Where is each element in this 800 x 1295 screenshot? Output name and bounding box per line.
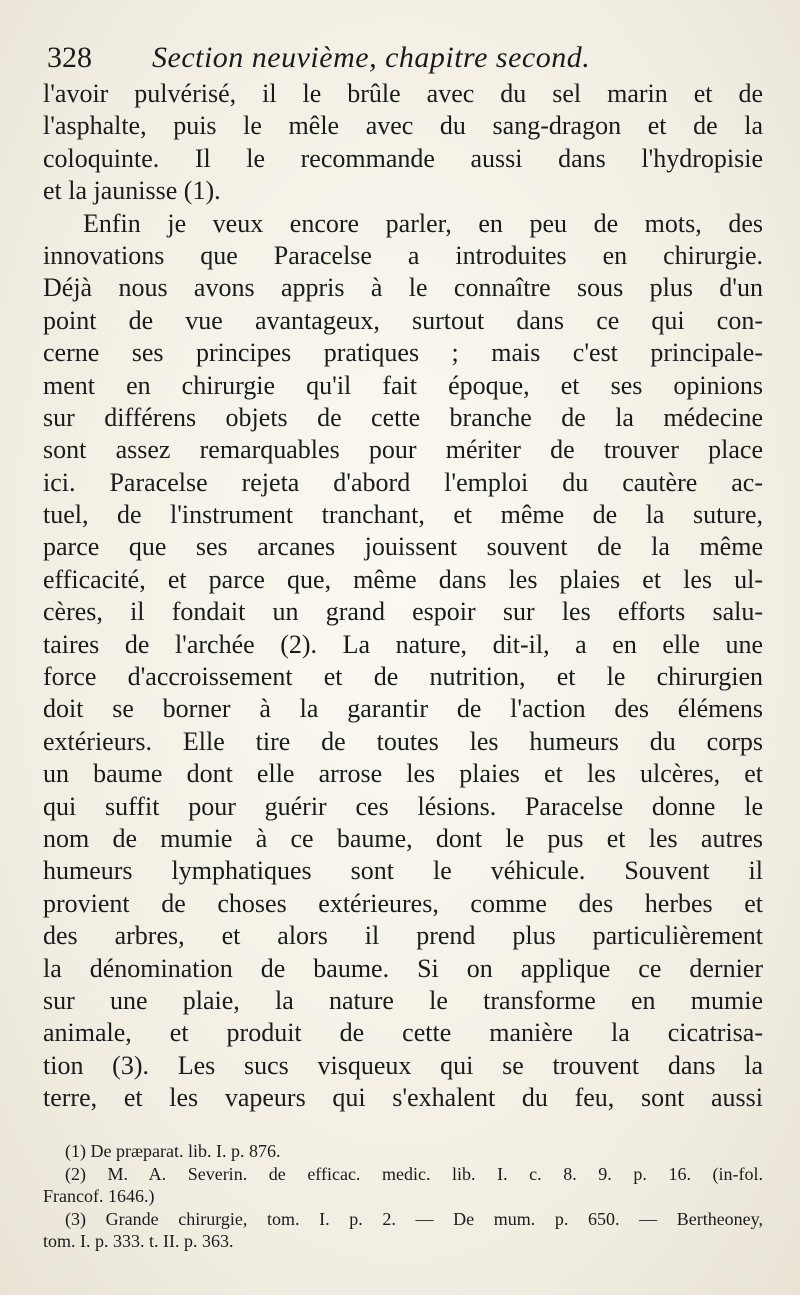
text-line: animale, et produit de cette manière la cicatrisa-: [43, 1018, 763, 1048]
text-line: innovations que Paracelse a introduites en chirurgie.: [43, 240, 763, 270]
text-line: sur différens objets de cette branche de la médecine: [43, 402, 763, 432]
text-line: doit se borner à la garantir de l'action des élémens: [43, 694, 763, 724]
footnote-line: (1) De præparat. lib. I. p. 876.: [65, 1141, 281, 1161]
text-line: la dénomination de baume. Si on applique ce dernier: [43, 953, 763, 983]
text-line: coloquinte. Il le recommande aussi dans l'hydropisie: [43, 143, 763, 173]
text-line: sont assez remarquables pour mériter de trouver place: [43, 435, 763, 465]
text-line: un baume dont elle arrose les plaies et les ulcères, et: [43, 759, 763, 789]
text-line: l'avoir pulvérisé, il le brûle avec du sel marin et de: [43, 79, 763, 108]
running-title: Section neuvième, chapitre second.: [152, 41, 591, 74]
page-header: [47, 38, 762, 78]
text-line: provient de choses extérieures, comme des herbes et: [43, 888, 763, 918]
footnotes: [43, 1140, 763, 1253]
text-line: extérieurs. Elle tire de toutes les humeurs du corps: [43, 726, 763, 756]
text-line: point de vue avantageux, surtout dans ce qui con-: [43, 305, 763, 335]
footnote-line: (3) Grande chirurgie, tom. I. p. 2. — De mum. p. 650. — Bertheoney,: [65, 1208, 763, 1229]
text-line: Déjà nous avons appris à le connaître sous plus d'un: [43, 273, 763, 303]
text-line: cères, il fondait un grand espoir sur les efforts salu-: [43, 597, 763, 627]
body-text: [43, 78, 763, 1115]
footnote-line: (2) M. A. Severin. de efficac. medic. lib. I. c. 8. 9. p. 16. (in-fol.: [65, 1163, 763, 1184]
text-line: tion (3). Les sucs visqueux qui se trouvent dans la: [43, 1050, 763, 1080]
text-line: des arbres, et alors il prend plus particulièrement: [43, 921, 763, 951]
text-line: l'asphalte, puis le mêle avec du sang-dragon et de la: [43, 111, 763, 141]
text-line: sur une plaie, la nature le transforme en mumie: [43, 985, 763, 1015]
text-line: efficacité, et parce que, même dans les plaies et les ul-: [43, 564, 763, 594]
text-line: tuel, de l'instrument tranchant, et même de la suture,: [43, 500, 763, 530]
footnote-line: Francof. 1646.): [43, 1186, 155, 1206]
text-line: parce que ses arcanes jouissent souvent de la même: [43, 532, 763, 562]
text-line: humeurs lymphatiques sont le véhicule. Souvent il: [43, 856, 763, 886]
text-line: Enfin je veux encore parler, en peu de mots, des: [83, 208, 763, 238]
text-line: cerne ses principes pratiques ; mais c'est principale-: [43, 338, 763, 368]
footnote-line: tom. I. p. 333. t. II. p. 363.: [43, 1231, 234, 1251]
text-line: et la jaunisse (1).: [43, 176, 221, 206]
text-line: ici. Paracelse rejeta d'abord l'emploi du cautère ac-: [43, 467, 763, 497]
text-line: ment en chirurgie qu'il fait époque, et ses opinions: [43, 370, 763, 400]
page-number: 328: [47, 41, 92, 74]
text-line: terre, et les vapeurs qui s'exhalent du feu, sont aussi: [43, 1083, 763, 1113]
text-line: qui suffit pour guérir ces lésions. Paracelse donne le: [43, 791, 763, 821]
text-line: taires de l'archée (2). La nature, dit-il, a en elle une: [43, 629, 763, 659]
text-line: nom de mumie à ce baume, dont le pus et les autres: [43, 823, 763, 853]
text-line: force d'accroissement et de nutrition, et le chirurgien: [43, 662, 763, 692]
